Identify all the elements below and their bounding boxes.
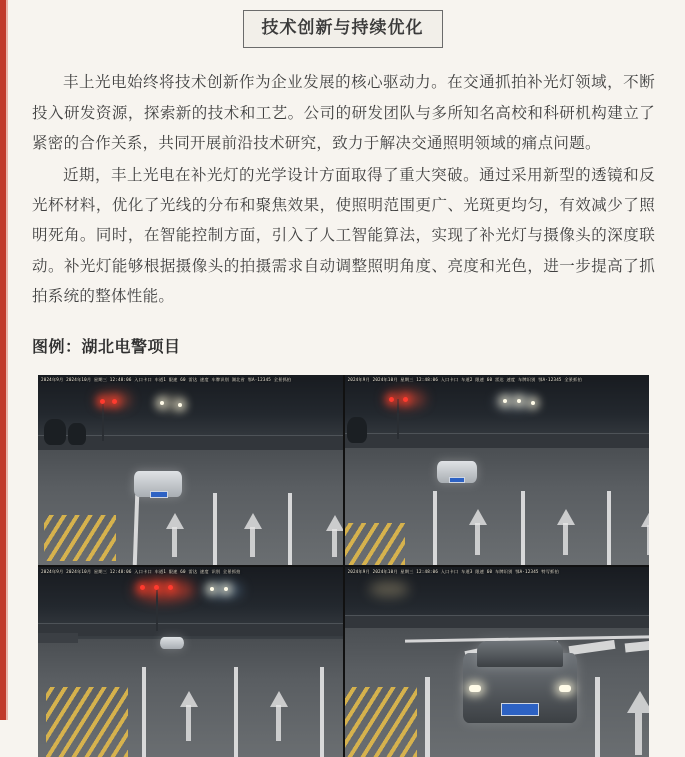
camera-osd-text: 2024年9月 2024年10月 星期三 12:48:06 入口卡口 车道2 限速 60 雷达 速度 车牌识别 鄂A·12345 全景抓拍 <box>347 377 582 383</box>
signal-pole <box>397 399 399 439</box>
yellow-hatch-marking <box>345 687 417 757</box>
median-strip <box>345 615 650 628</box>
lane-line <box>234 667 238 757</box>
signal-pole <box>102 401 104 441</box>
license-plate <box>501 703 539 716</box>
straight-arrow-stem <box>276 705 281 741</box>
lane-line <box>320 667 324 757</box>
street-lamp-light <box>531 401 535 405</box>
roadside-tree <box>44 419 66 445</box>
lane-line <box>521 491 525 565</box>
camera-osd-text: 2024年9月 2024年10月 星期三 12:48:06 入口卡口 车道3 限速 60 车牌识别 鄂A·12345 特写抓拍 <box>347 569 559 575</box>
straight-arrow-stem <box>186 705 191 741</box>
vehicle-distant <box>160 637 184 649</box>
tail-light <box>559 685 571 692</box>
median-strip <box>38 623 343 636</box>
straight-arrow-stem <box>332 529 337 557</box>
lane-line <box>433 491 437 565</box>
roadside-tree <box>68 423 86 445</box>
red-signal-light <box>403 397 408 402</box>
left-accent-rail-inner <box>6 0 8 720</box>
vehicle-suv-roof <box>477 641 563 667</box>
yellow-hatch-marking <box>44 515 116 561</box>
straight-arrow-stem <box>172 527 177 557</box>
photo-night-intersection-white-suv[interactable] <box>38 375 343 565</box>
figure-caption: 图例：湖北电警项目 <box>32 339 181 357</box>
paragraph-1: 丰上光电始终将技术创新作为企业发展的核心驱动力。在交通抓拍补光灯领域，不断投入研发资源，探索新的技术和工艺。公司的研发团队与多所知名高校和科研机构建立了紧密的合作关系，共同开展前沿技术研究，致力于解决交通照明领域的痛点问题。 <box>32 74 655 152</box>
lane-line <box>288 493 292 565</box>
traffic-light-glow <box>134 579 194 601</box>
photo-night-intersection-wide-view[interactable] <box>38 567 343 757</box>
curb <box>38 633 78 643</box>
street-lamp-light <box>517 399 521 403</box>
straight-arrow-stem <box>635 713 642 755</box>
roadside-tree <box>347 417 367 443</box>
median-strip <box>345 433 650 448</box>
straight-arrow-stem <box>563 523 568 555</box>
tail-light <box>469 685 481 692</box>
straight-arrow-stem <box>475 523 480 555</box>
traffic-capture-photo-grid <box>38 375 649 757</box>
straight-arrow-stem <box>250 527 255 557</box>
figure-block <box>22 375 663 757</box>
straight-arrow-head <box>627 691 650 713</box>
lane-line <box>425 677 430 757</box>
straight-arrow-stem <box>647 525 650 555</box>
camera-osd-text: 2024年9月 2024年10月 星期三 12:48:06 入口卡口 车道1 限速 60 雷达 速度 识别 全景抓拍 <box>41 569 241 575</box>
license-plate <box>449 477 465 483</box>
body-text <box>22 68 663 312</box>
photo-night-intersection-suv-closeup[interactable] <box>345 567 650 757</box>
street-lamp-light <box>503 399 507 403</box>
lane-line <box>607 491 611 565</box>
signal-pole <box>156 587 158 631</box>
title-box <box>243 10 443 48</box>
yellow-hatch-marking <box>345 523 405 565</box>
page-title: 技术创新与持续优化 <box>261 18 424 37</box>
paragraph-2: 近期，丰上光电在补光灯的光学设计方面取得了重大突破。通过采用新型的透镜和反光杯材料，优化了光线的分布和聚焦效果，使照明范围更广、光斑更均匀，有效减少了照明死角。同时，在智能控制方面，引入了人工智能算法，实现了补光灯与摄像头的深度联动。补光灯能够根据摄像头的拍摄需求自动调整照明角度、亮度和光色，进一步提高了抓拍系统的整体性能。 <box>32 167 655 305</box>
camera-osd-text: 2024年9月 2024年10月 星期三 12:48:06 入口卡口 车道1 限速 60 雷达 速度 车牌识别 湖北省 鄂A·12345 全景抓拍 <box>41 377 292 383</box>
yellow-hatch-marking <box>46 687 128 757</box>
lane-line <box>142 667 146 757</box>
street-light-glow <box>495 395 535 409</box>
title-section <box>22 0 663 48</box>
photo-night-intersection-vehicle-far[interactable] <box>345 375 650 565</box>
red-signal-light <box>389 397 394 402</box>
license-plate <box>150 491 168 498</box>
lane-line <box>595 677 600 757</box>
ambient-glow <box>369 581 409 597</box>
lane-line <box>213 493 217 565</box>
